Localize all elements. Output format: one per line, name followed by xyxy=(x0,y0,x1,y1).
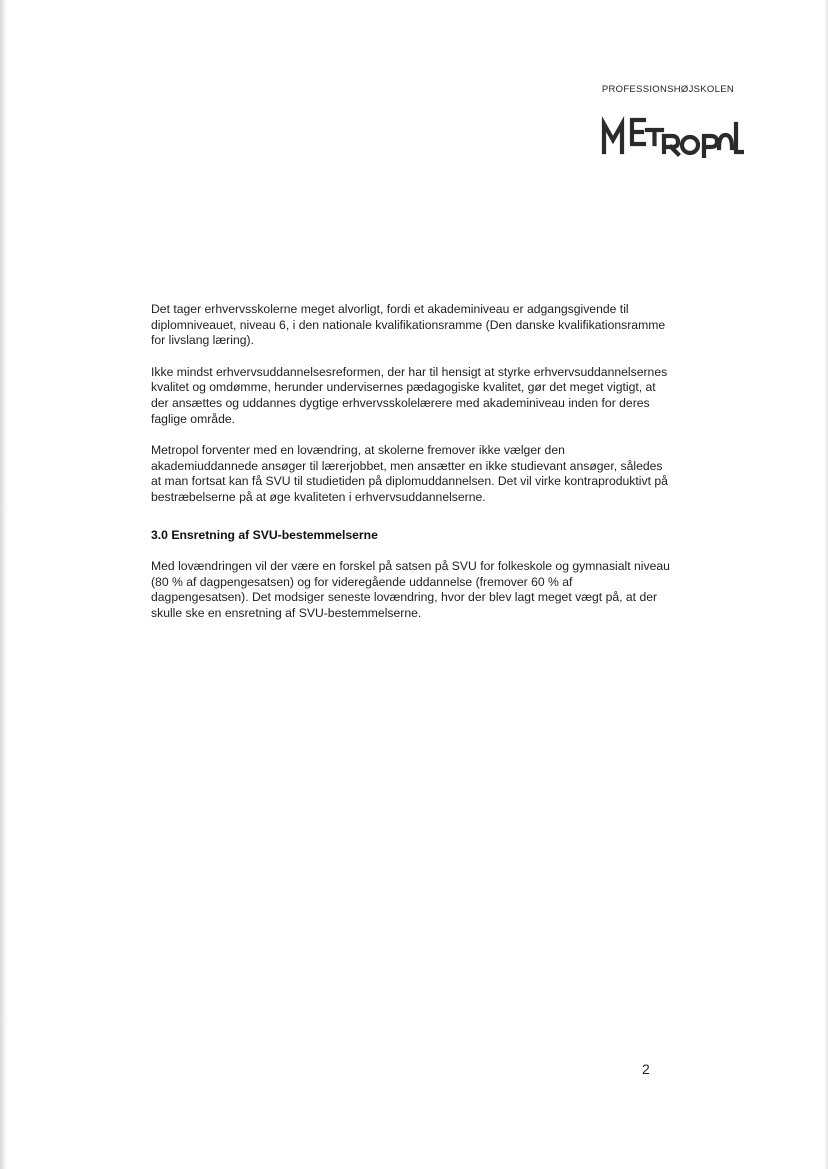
scan-shadow-left xyxy=(0,0,8,1169)
paragraph: Metropol forventer med en lovændring, at skolerne fremover ikke vælger den akademiuddannede ansøger til lærerjobbet, men ansætter en ikke studievant ansøger, således at man fortsat kan få SVU til studietiden på diplomuddannelsen. Det vil virke kontraproduktivt på bestræbelserne på at øge kvaliteten i erhvervsuddannelserne. xyxy=(151,443,668,504)
section-paragraph: Med lovændringen vil der være en forskel på satsen på SVU for folkeskole og gymnasialt niveau (80 % af dagpengesatsen) og for videregående uddannelse (fremover 60 % af dagpengesatsen). Det modsiger seneste lovændring, hvor der blev lagt meget vægt på, at der skulle ske en ensretning af SVU-bestemmelserne. xyxy=(151,559,670,620)
metropol-logo xyxy=(600,116,744,158)
document-body xyxy=(151,302,671,638)
scan-shadow-right xyxy=(824,0,828,1169)
page-number: 2 xyxy=(642,1061,650,1077)
paragraph: Det tager erhvervsskolerne meget alvorligt, fordi et akademiniveau er adgangsgivende til diplomniveauet, niveau 6, i den nationale kvalifikationsramme (Den danske kvalifikationsramme for livslang læring). xyxy=(151,302,666,348)
institution-label: PROFESSIONSHØJSKOLEN xyxy=(601,84,734,95)
paragraph: Ikke mindst erhvervsuddannelsesreformen, der har til hensigt at styrke erhvervsuddannelsernes kvalitet og omdømme, herunder undervisernes pædagogiske kvalitet, gør det meget vigtigt, at der ansættes og uddannes dygtige erhvervsskolelærere med akademiniveau inden for deres faglige område. xyxy=(151,364,668,426)
section-3 xyxy=(151,528,671,622)
section-heading: 3.0 Ensretning af SVU-bestemmelserne xyxy=(151,527,378,542)
